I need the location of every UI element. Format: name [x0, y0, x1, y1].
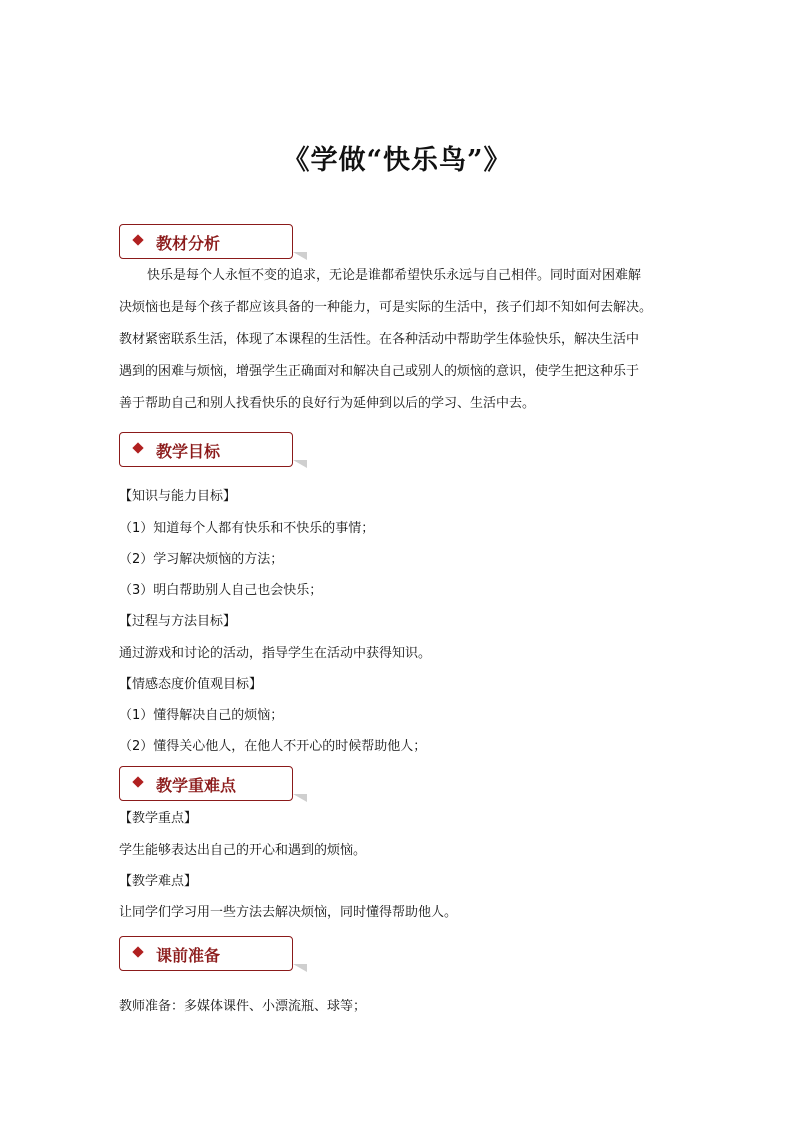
paragraph-line: 决烦恼也是每个孩子都应该具备的一种能力，可是实际的生活中，孩子们却不知如何去解决。: [119, 300, 653, 315]
paragraph-line: 教材紧密联系生活，体现了本课程的生活性。在各种活动中帮助学生体验快乐，解决生活中: [119, 332, 640, 347]
teaching-difficulty-label: 【教学难点】: [119, 874, 198, 889]
heading-shadow: [293, 964, 307, 972]
diamond-icon: [132, 776, 143, 787]
paragraph-line: 遇到的困难与烦恼，增强学生正确面对和解决自己或别人的烦恼的意识，使学生把这种乐于: [119, 364, 640, 379]
heading-shadow: [293, 252, 307, 260]
teaching-focus-label: 【教学重点】: [119, 811, 198, 826]
paragraph-line: 快乐是每个人永恒不变的追求，无论是谁都希望快乐永远与自己相伴。同时面对困难解: [147, 268, 642, 283]
section-heading-keypoints: [119, 766, 293, 801]
heading-shadow: [293, 460, 307, 468]
process-goals-label: 【过程与方法目标】: [119, 614, 237, 629]
emotion-goal-item: （1）懂得解决自己的烦恼；: [119, 708, 284, 723]
section-heading-label: 课前准备: [156, 946, 221, 965]
paragraph-line: 善于帮助自己和别人找看快乐的良好行为延伸到以后的学习、生活中去。: [119, 396, 536, 411]
section-heading-label: 教材分析: [156, 234, 221, 253]
teacher-prep-text: 教师准备：多媒体课件、小漂流瓶、球等；: [119, 999, 367, 1014]
section-heading-analysis: [119, 224, 293, 259]
diamond-icon: [132, 234, 143, 245]
emotion-goals-label: 【情感态度价值观目标】: [119, 677, 263, 692]
knowledge-goals-label: 【知识与能力目标】: [119, 489, 237, 504]
section-heading-label: 教学目标: [156, 442, 221, 461]
diamond-icon: [132, 442, 143, 453]
process-goals-text: 通过游戏和讨论的活动，指导学生在活动中获得知识。: [119, 646, 432, 661]
document-title: 《学做“快乐鸟”》: [282, 145, 512, 176]
section-heading-label: 教学重难点: [156, 776, 237, 795]
knowledge-goal-item: （3）明白帮助别人自己也会快乐；: [119, 583, 323, 598]
teaching-difficulty-text: 让同学们学习用一些方法去解决烦恼，同时懂得帮助他人。: [119, 905, 458, 920]
teaching-focus-text: 学生能够表达出自己的开心和遇到的烦恼。: [119, 843, 367, 858]
heading-shadow: [293, 794, 307, 802]
diamond-icon: [132, 946, 143, 957]
knowledge-goal-item: （2）学习解决烦恼的方法；: [119, 552, 284, 567]
knowledge-goal-item: （1）知道每个人都有快乐和不快乐的事情；: [119, 521, 375, 536]
section-heading-prep: [119, 936, 293, 971]
section-heading-goals: [119, 432, 293, 467]
emotion-goal-item: （2）懂得关心他人，在他人不开心的时候帮助他人；: [119, 739, 427, 754]
